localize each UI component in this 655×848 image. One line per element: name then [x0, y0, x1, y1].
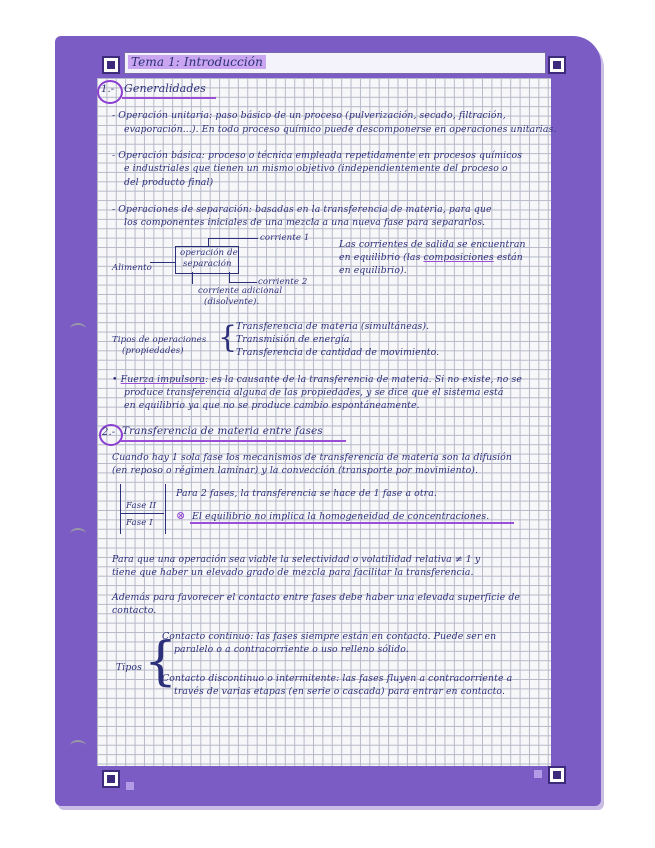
stream-2-label: corriente 2 [258, 277, 308, 287]
text-line: e industriales que tienen un mismo objetivo (independientemente del proceso o [124, 163, 508, 174]
solvent-label: corriente adicional [198, 286, 283, 296]
text-line: • Fuerza impulsora: es la causante de la transferencia de materia. Si no existe, no se [112, 374, 522, 385]
text-line: en equilibrio (las composiciones están [339, 252, 523, 263]
tipo-item: Transmisión de energía. [236, 334, 353, 345]
section-1-number: 1.- [101, 84, 115, 95]
page-title: Tema 1: Introducción [128, 54, 266, 70]
ring-hole [70, 528, 86, 540]
text-line: del producto final) [124, 177, 214, 188]
feed-label: Alimento [112, 263, 152, 273]
phase-boundary [120, 513, 164, 514]
section-1-heading: Generalidades [124, 82, 206, 95]
section-2-heading: Transferencia de materia entre fases [122, 425, 323, 437]
text-line: paralelo o a contracorriente o uso relleno sólido. [174, 644, 409, 655]
text-line: Las corrientes de salida se encuentran [339, 239, 526, 250]
corner-mark-icon [548, 766, 566, 784]
corner-mark-icon [102, 770, 120, 788]
corner-mark-icon [548, 56, 566, 74]
separation-box-label: operación de [180, 248, 238, 258]
text-line: produce transferencia alguna de las propiedades, y se dice que el sistema está [124, 387, 504, 398]
feed-line [150, 262, 175, 263]
text-line: (en reposo o régimen laminar) y la convección (transporte por movimiento). [112, 465, 479, 476]
stream-line [208, 238, 258, 239]
emphasis-underline [190, 522, 514, 524]
text-line: evaporación...). En todo proceso químico puede descomponerse en operaciones unitarias. [124, 124, 557, 135]
text-line: - Operación unitaria: paso básico de un proceso (pulverización, secado, filtración, [112, 110, 506, 121]
corner-tick-icon [534, 770, 542, 778]
warning-mark-icon: ⊗ [176, 509, 186, 522]
heading-underline [120, 440, 346, 442]
text-line: Para 2 fases, la transferencia se hace de 1 fase a otra. [176, 488, 437, 499]
tipo-item: Transferencia de materia (simultáneas). [236, 321, 430, 332]
text-line: tiene que haber un elevado grado de mezcla para facilitar la transferencia. [112, 567, 474, 578]
text-line: los componentes iniciales de una mezcla a una nueva fase para separarlos. [124, 217, 486, 228]
ring-hole [70, 740, 86, 752]
solvent-line [192, 272, 193, 284]
section-2-number: 2.- [102, 427, 116, 438]
text-line: Para que una operación sea viable la selectividad o volatilidad relativa ≠ 1 y [112, 554, 481, 565]
text-line: través de varias etapas (en serie o cascada) para entrar en contacto. [174, 686, 506, 697]
phase-2-label: Fase II [126, 501, 157, 511]
text-line: Contacto discontinuo o intermitente: las fases fluyen a contracorriente a [162, 673, 513, 684]
tipo-item: Transferencia de cantidad de movimiento. [236, 347, 440, 358]
stream-1-label: corriente 1 [260, 233, 310, 243]
tipos-label: Tipos [116, 662, 142, 673]
text-line: Cuando hay 1 sola fase los mecanismos de transferencia de materia son la difusión [112, 452, 512, 463]
text-line: - Operaciones de separación: basadas en la transferencia de materia, para que [112, 204, 492, 215]
heading-underline [122, 97, 216, 99]
brace-icon: { [218, 320, 238, 355]
tipos-label: (propiedades) [122, 346, 184, 356]
corner-tick-icon [126, 782, 134, 790]
phase-1-label: Fase I [126, 518, 153, 528]
text-line: Contacto continuo: las fases siempre están en contacto. Puede ser en [162, 631, 497, 642]
solvent-label: (disolvente). [204, 297, 260, 307]
ring-hole [70, 323, 86, 335]
tipos-label: Tipos de operaciones [112, 335, 207, 345]
stream-line [208, 238, 209, 246]
text-line: Además para favorecer el contacto entre fases debe haber una elevada superficie de [112, 592, 520, 603]
text-line: - Operación básica: proceso o técnica empleada repetidamente en procesos químicos [112, 150, 523, 161]
separation-box-label: separación [183, 259, 232, 269]
stream-line [229, 282, 257, 283]
stream-line [229, 272, 230, 282]
brace-icon: { [144, 632, 178, 692]
text-line: El equilibrio no implica la homogeneidad de concentraciones. [192, 511, 490, 522]
text-line: en equilibrio). [339, 265, 407, 276]
corner-mark-icon [102, 56, 120, 74]
text-line: en equilibrio ya que no se produce cambio espontáneamente. [124, 400, 420, 411]
text-line: contacto. [112, 605, 157, 616]
